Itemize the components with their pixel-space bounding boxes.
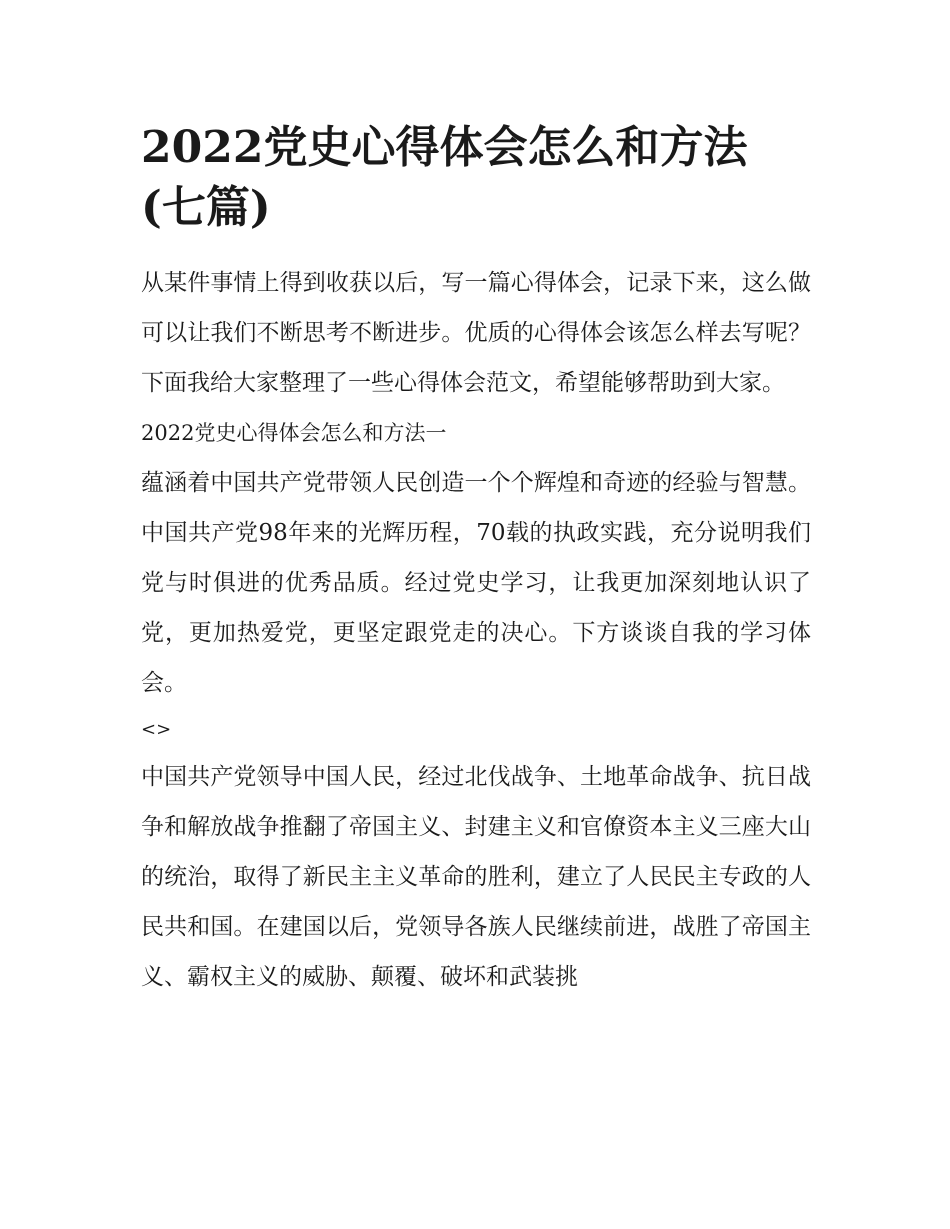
intro-paragraph: 从某件事情上得到收获以后，写一篇心得体会，记录下来，这么做可以让我们不断思考不断进步。优质的心得体会该怎么样去写呢？下面我给大家整理了一些心得体会范文，希望能够帮助到大家。 [141,270,811,396]
document-title: 2022党史心得体会怎么和方法(七篇) [141,122,748,233]
section-paragraph: 蕴涵着中国共产党带领人民创造一个个辉煌和奇迹的经验与智慧。中国共产党98年来的光辉历程，70载的执政实践，充分说明我们党与时俱进的优秀品质。经过党史学习，让我更加深刻地认识了党，更加热爱党，更坚定跟党走的决心。下方谈谈自我的学习体会。 [141,470,811,696]
section-marker: <> [141,719,172,740]
section-heading: 2022党史心得体会怎么和方法一 [141,421,447,445]
body-paragraph: 中国共产党领导中国人民，经过北伐战争、土地革命战争、抗日战争和解放战争推翻了帝国主义、封建主义和官僚资本主义三座大山的统治，取得了新民主主义革命的胜利，建立了人民民主专政的人民共和国。在建国以后，党领导各族人民继续前进，战胜了帝国主义、霸权主义的威胁、颠覆、破坏和武装挑 [141,764,811,990]
document-page [141,118,811,1002]
